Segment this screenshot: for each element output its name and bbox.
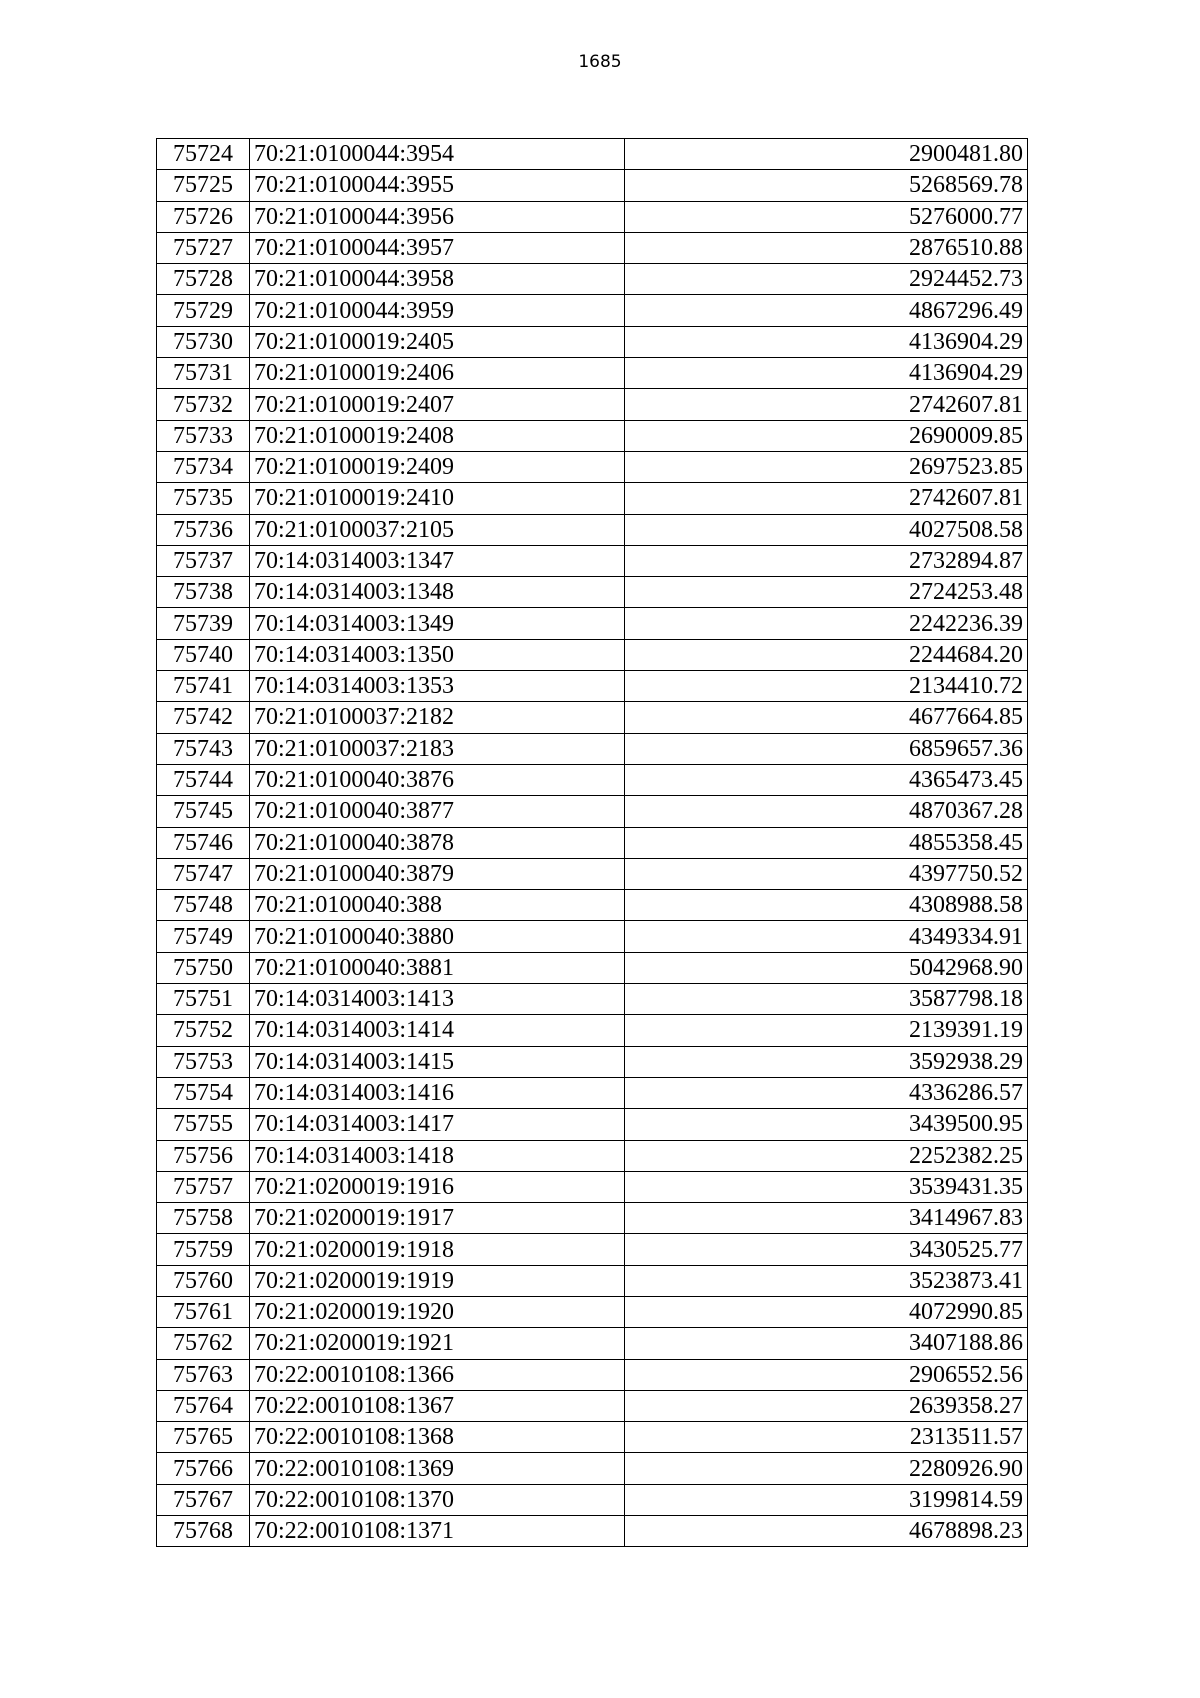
table-row: [157, 358, 1028, 389]
cadastral-value-table: [156, 138, 1028, 1547]
row-number: 75726: [157, 201, 250, 232]
table-row: [157, 170, 1028, 201]
row-number: 75750: [157, 952, 250, 983]
table-row: [157, 1484, 1028, 1515]
row-number: 75734: [157, 451, 250, 482]
table-row: [157, 545, 1028, 576]
cadastral-number: 70:21:0200019:1921: [250, 1328, 625, 1359]
table-row: [157, 1296, 1028, 1327]
row-number: 75724: [157, 139, 250, 170]
row-number: 75732: [157, 389, 250, 420]
cadastral-value: 4677664.85: [625, 702, 1028, 733]
row-number: 75762: [157, 1328, 250, 1359]
table-row: [157, 1109, 1028, 1140]
table-body: [157, 139, 1028, 1547]
cadastral-number: 70:22:0010108:1369: [250, 1453, 625, 1484]
table-row: [157, 483, 1028, 514]
cadastral-value: 5042968.90: [625, 952, 1028, 983]
row-number: 75753: [157, 1046, 250, 1077]
row-number: 75742: [157, 702, 250, 733]
table-row: [157, 514, 1028, 545]
row-number: 75764: [157, 1390, 250, 1421]
cadastral-number: 70:14:0314003:1349: [250, 608, 625, 639]
row-number: 75766: [157, 1453, 250, 1484]
cadastral-value: 2697523.85: [625, 451, 1028, 482]
cadastral-value: 2244684.20: [625, 639, 1028, 670]
row-number: 75752: [157, 1015, 250, 1046]
row-number: 75737: [157, 545, 250, 576]
cadastral-number: 70:14:0314003:1348: [250, 577, 625, 608]
cadastral-value: 4308988.58: [625, 890, 1028, 921]
row-number: 75743: [157, 733, 250, 764]
row-number: 75756: [157, 1140, 250, 1171]
cadastral-value: 4678898.23: [625, 1516, 1028, 1547]
cadastral-value: 2313511.57: [625, 1422, 1028, 1453]
cadastral-value: 2900481.80: [625, 139, 1028, 170]
cadastral-value: 2724253.48: [625, 577, 1028, 608]
cadastral-value: 3430525.77: [625, 1234, 1028, 1265]
row-number: 75755: [157, 1109, 250, 1140]
table-row: [157, 420, 1028, 451]
cadastral-number: 70:21:0100044:3956: [250, 201, 625, 232]
cadastral-number: 70:21:0200019:1920: [250, 1296, 625, 1327]
cadastral-number: 70:21:0100040:3879: [250, 858, 625, 889]
row-number: 75759: [157, 1234, 250, 1265]
table-row: [157, 389, 1028, 420]
table-row: [157, 1015, 1028, 1046]
cadastral-value: 2639358.27: [625, 1390, 1028, 1421]
cadastral-number: 70:14:0314003:1413: [250, 984, 625, 1015]
row-number: 75727: [157, 232, 250, 263]
table-row: [157, 984, 1028, 1015]
page-number: 1685: [578, 52, 622, 72]
table-row: [157, 1422, 1028, 1453]
cadastral-value: 4136904.29: [625, 326, 1028, 357]
cadastral-number: 70:14:0314003:1414: [250, 1015, 625, 1046]
cadastral-value: 4349334.91: [625, 921, 1028, 952]
table-row: [157, 1234, 1028, 1265]
row-number: 75729: [157, 295, 250, 326]
cadastral-value: 5268569.78: [625, 170, 1028, 201]
cadastral-number: 70:21:0100044:3957: [250, 232, 625, 263]
cadastral-value: 4136904.29: [625, 358, 1028, 389]
row-number: 75728: [157, 264, 250, 295]
row-number: 75739: [157, 608, 250, 639]
cadastral-value: 2242236.39: [625, 608, 1028, 639]
table-row: [157, 139, 1028, 170]
cadastral-number: 70:21:0200019:1916: [250, 1171, 625, 1202]
cadastral-value: 2732894.87: [625, 545, 1028, 576]
cadastral-number: 70:21:0100040:3880: [250, 921, 625, 952]
cadastral-number: 70:21:0100040:3876: [250, 764, 625, 795]
table-row: [157, 1328, 1028, 1359]
table-row: [157, 952, 1028, 983]
cadastral-value: 2906552.56: [625, 1359, 1028, 1390]
cadastral-number: 70:21:0100037:2183: [250, 733, 625, 764]
cadastral-number: 70:14:0314003:1347: [250, 545, 625, 576]
cadastral-number: 70:21:0100019:2407: [250, 389, 625, 420]
cadastral-number: 70:21:0100019:2406: [250, 358, 625, 389]
cadastral-value: 4870367.28: [625, 796, 1028, 827]
table-row: [157, 890, 1028, 921]
table-row: [157, 608, 1028, 639]
row-number: 75731: [157, 358, 250, 389]
cadastral-number: 70:22:0010108:1366: [250, 1359, 625, 1390]
cadastral-value: 2134410.72: [625, 671, 1028, 702]
cadastral-value: 6859657.36: [625, 733, 1028, 764]
cadastral-value: 4855358.45: [625, 827, 1028, 858]
table-row: [157, 201, 1028, 232]
cadastral-number: 70:21:0100040:3877: [250, 796, 625, 827]
row-number: 75757: [157, 1171, 250, 1202]
cadastral-value: 2924452.73: [625, 264, 1028, 295]
table-row: [157, 796, 1028, 827]
cadastral-number: 70:21:0100040:388: [250, 890, 625, 921]
row-number: 75741: [157, 671, 250, 702]
cadastral-value: 3199814.59: [625, 1484, 1028, 1515]
row-number: 75754: [157, 1077, 250, 1108]
cadastral-value: 4027508.58: [625, 514, 1028, 545]
cadastral-value: 2280926.90: [625, 1453, 1028, 1484]
cadastral-number: 70:22:0010108:1371: [250, 1516, 625, 1547]
cadastral-value: 3414967.83: [625, 1203, 1028, 1234]
cadastral-number: 70:22:0010108:1370: [250, 1484, 625, 1515]
row-number: 75745: [157, 796, 250, 827]
cadastral-number: 70:21:0200019:1919: [250, 1265, 625, 1296]
table-row: [157, 264, 1028, 295]
row-number: 75763: [157, 1359, 250, 1390]
cadastral-number: 70:21:0100044:3958: [250, 264, 625, 295]
cadastral-value: 2690009.85: [625, 420, 1028, 451]
table-row: [157, 326, 1028, 357]
table-row: [157, 827, 1028, 858]
cadastral-value: 5276000.77: [625, 201, 1028, 232]
table-row: [157, 858, 1028, 889]
row-number: 75735: [157, 483, 250, 514]
cadastral-value: 2742607.81: [625, 483, 1028, 514]
table-row: [157, 1265, 1028, 1296]
table-row: [157, 1453, 1028, 1484]
row-number: 75733: [157, 420, 250, 451]
cadastral-number: 70:21:0100044:3954: [250, 139, 625, 170]
table-row: [157, 295, 1028, 326]
row-number: 75767: [157, 1484, 250, 1515]
row-number: 75725: [157, 170, 250, 201]
table-row: [157, 764, 1028, 795]
row-number: 75740: [157, 639, 250, 670]
cadastral-number: 70:21:0100040:3881: [250, 952, 625, 983]
table-row: [157, 577, 1028, 608]
cadastral-number: 70:22:0010108:1367: [250, 1390, 625, 1421]
cadastral-number: 70:21:0100019:2409: [250, 451, 625, 482]
cadastral-value: 3592938.29: [625, 1046, 1028, 1077]
cadastral-number: 70:21:0100019:2410: [250, 483, 625, 514]
table-row: [157, 671, 1028, 702]
table-row: [157, 451, 1028, 482]
row-number: 75747: [157, 858, 250, 889]
cadastral-number: 70:21:0100044:3955: [250, 170, 625, 201]
table-row: [157, 1171, 1028, 1202]
cadastral-number: 70:14:0314003:1416: [250, 1077, 625, 1108]
cadastral-number: 70:21:0200019:1917: [250, 1203, 625, 1234]
row-number: 75751: [157, 984, 250, 1015]
table-row: [157, 1077, 1028, 1108]
cadastral-number: 70:14:0314003:1415: [250, 1046, 625, 1077]
cadastral-number: 70:21:0100019:2408: [250, 420, 625, 451]
row-number: 75761: [157, 1296, 250, 1327]
cadastral-number: 70:21:0100037:2182: [250, 702, 625, 733]
row-number: 75738: [157, 577, 250, 608]
table-row: [157, 702, 1028, 733]
cadastral-number: 70:14:0314003:1353: [250, 671, 625, 702]
row-number: 75765: [157, 1422, 250, 1453]
table-row: [157, 1516, 1028, 1547]
table-row: [157, 639, 1028, 670]
cadastral-value: 4336286.57: [625, 1077, 1028, 1108]
row-number: 75758: [157, 1203, 250, 1234]
row-number: 75736: [157, 514, 250, 545]
cadastral-number: 70:21:0100037:2105: [250, 514, 625, 545]
cadastral-value: 3587798.18: [625, 984, 1028, 1015]
table-row: [157, 1046, 1028, 1077]
cadastral-number: 70:21:0200019:1918: [250, 1234, 625, 1265]
cadastral-value: 3539431.35: [625, 1171, 1028, 1202]
row-number: 75768: [157, 1516, 250, 1547]
cadastral-value: 3523873.41: [625, 1265, 1028, 1296]
table-row: [157, 733, 1028, 764]
table-row: [157, 921, 1028, 952]
cadastral-value: 4867296.49: [625, 295, 1028, 326]
cadastral-number: 70:21:0100040:3878: [250, 827, 625, 858]
cadastral-value: 4397750.52: [625, 858, 1028, 889]
cadastral-value: 2742607.81: [625, 389, 1028, 420]
table-row: [157, 232, 1028, 263]
table-row: [157, 1390, 1028, 1421]
cadastral-number: 70:22:0010108:1368: [250, 1422, 625, 1453]
row-number: 75748: [157, 890, 250, 921]
table-row: [157, 1359, 1028, 1390]
row-number: 75730: [157, 326, 250, 357]
cadastral-value: 3439500.95: [625, 1109, 1028, 1140]
cadastral-value: 3407188.86: [625, 1328, 1028, 1359]
cadastral-number: 70:21:0100044:3959: [250, 295, 625, 326]
cadastral-value: 4365473.45: [625, 764, 1028, 795]
cadastral-value: 2139391.19: [625, 1015, 1028, 1046]
cadastral-value: 4072990.85: [625, 1296, 1028, 1327]
row-number: 75746: [157, 827, 250, 858]
cadastral-number: 70:14:0314003:1350: [250, 639, 625, 670]
row-number: 75760: [157, 1265, 250, 1296]
cadastral-value: 2876510.88: [625, 232, 1028, 263]
cadastral-number: 70:14:0314003:1418: [250, 1140, 625, 1171]
row-number: 75744: [157, 764, 250, 795]
cadastral-number: 70:14:0314003:1417: [250, 1109, 625, 1140]
table-row: [157, 1140, 1028, 1171]
cadastral-value: 2252382.25: [625, 1140, 1028, 1171]
row-number: 75749: [157, 921, 250, 952]
table-row: [157, 1203, 1028, 1234]
cadastral-number: 70:21:0100019:2405: [250, 326, 625, 357]
